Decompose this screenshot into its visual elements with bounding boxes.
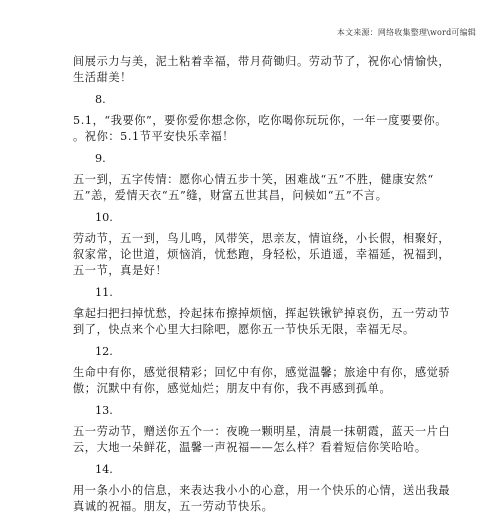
text-line: 五一劳动节，赠送你五个一：夜晚一颗明星，清晨一抹朝霞，蓝天一片白 [73,425,451,438]
item-number: 9. [95,152,106,165]
source-note: 本文来源：网络收集整理\word可编辑 [336,28,476,37]
text-line: 五”恙，爱情天衣“五”缝，财富五世其昌，问候如“五”不言。 [73,189,388,202]
text-line: 真诚的祝福。朋友，五一劳动节快乐。 [73,500,274,513]
item-number: 13. [95,404,113,417]
item-number: 12. [95,345,113,358]
text-line: 生命中有你，感觉很精彩；回忆中有你，感觉温馨；旅途中有你，感觉骄 [73,366,451,379]
text-line: 叙家常，论世道，烦恼消，忧愁跑，身轻松，乐逍遥，幸福延，祝福到， [73,248,451,261]
item-number: 8. [95,93,106,106]
text-line: 云，大地一朵鲜花，温馨一声祝福——怎么样？看着短信你笑哈哈。 [73,441,427,454]
text-line: 5.1，“我要你”，要你爱你想念你，吃你喝你玩玩你，一年一度要要你。 [73,114,448,127]
text-line: 拿起扫把扫掉忧愁，拎起抹布擦掉烦恼，挥起铁锹铲掉哀伤，五一劳动节 [73,307,451,320]
item-number: 11. [95,286,113,299]
text-line: 生活甜美！ [73,71,132,84]
text-line: 间展示力与美，泥土粘着幸福，带月荷锄归。劳动节了，祝你心情愉快， [73,55,451,68]
item-number: 10. [95,211,113,224]
text-line: 五一节，真是好！ [73,264,168,277]
text-line: 傲；沉默中有你，感觉灿烂；朋友中有你，我不再感到孤单。 [73,382,392,395]
document-body [73,54,451,515]
text-line: 。祝你：5.1节平安快乐幸福！ [73,130,235,143]
text-line: 劳动节，五一到，鸟儿鸣，风带笑，思亲友，情谊绕，小长假，相聚好， [73,232,451,245]
text-line: 五一到，五字传情：愿你心情五步十笑，困难战“五”不胜，健康安然“ [73,173,434,186]
text-line: 用一条小小的信息，来表达我小小的心意，用一个快乐的心情，送出我最 [73,484,451,497]
text-line: 到了，快点来个心里大扫除吧，愿你五一节快乐无限，幸福无尽。 [73,323,415,336]
item-number: 14. [95,463,113,476]
